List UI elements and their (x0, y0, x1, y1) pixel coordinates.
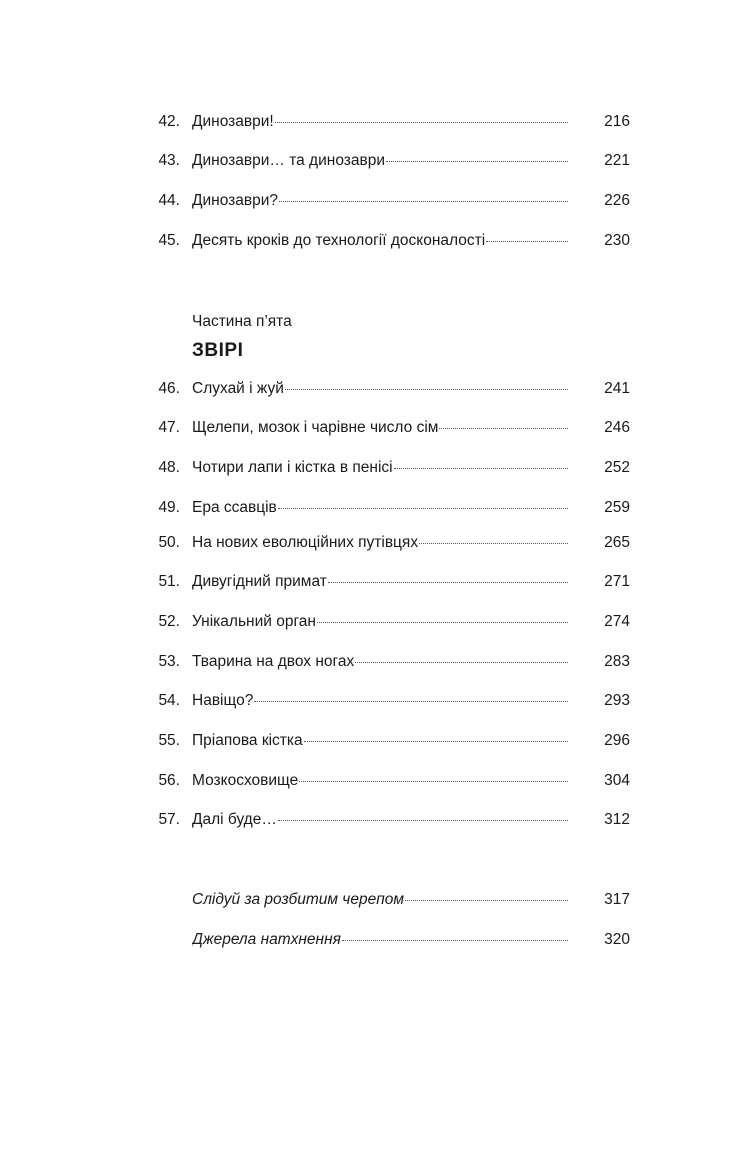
chapter-title: Динозаври… та динозаври (192, 152, 386, 169)
toc-row (150, 570, 632, 594)
toc-row (150, 650, 632, 674)
page-number: 252 (604, 459, 630, 476)
chapter-number: 50. (158, 534, 180, 551)
toc-row (150, 729, 632, 753)
toc-row (150, 808, 632, 832)
page-number: 304 (604, 772, 630, 789)
dot-leader (386, 161, 568, 162)
chapter-title: Ера ссавців (192, 499, 277, 516)
part-title: ЗВІРІ (192, 340, 244, 361)
dot-leader (342, 940, 568, 941)
dot-leader (328, 582, 568, 583)
dot-leader (486, 241, 568, 242)
page-number: 274 (604, 613, 630, 630)
toc-row (150, 416, 632, 440)
chapter-title: Пріапова кістка (192, 732, 303, 749)
chapter-title: Чотири лапи і кістка в пенісі (192, 459, 393, 476)
dot-leader (355, 662, 568, 663)
chapter-number: 48. (158, 459, 180, 476)
dot-leader (285, 389, 568, 390)
dot-leader (405, 900, 568, 901)
dot-leader (279, 201, 568, 202)
dot-leader (299, 781, 568, 782)
chapter-number: 46. (158, 380, 180, 397)
page-number: 259 (604, 499, 630, 516)
toc-row (150, 769, 632, 793)
toc-row (150, 531, 632, 555)
dot-leader (254, 701, 568, 702)
chapter-number: 44. (158, 192, 180, 209)
chapter-title: Динозаври? (192, 192, 279, 209)
chapter-title: Десять кроків до технології досконалості (192, 232, 486, 249)
chapter-number: 51. (158, 573, 180, 590)
chapter-title: Унікальний орган (192, 613, 316, 630)
page-number: 230 (604, 232, 630, 249)
chapter-title: Динозаври! (192, 113, 274, 130)
chapter-title: На нових еволюційних путівцях (192, 534, 419, 551)
page-number: 312 (604, 811, 630, 828)
page-number: 293 (604, 692, 630, 709)
part-label: Частина п’ята (192, 313, 292, 330)
page-number: 246 (604, 419, 630, 436)
dot-leader (394, 468, 568, 469)
page-number: 283 (604, 653, 630, 670)
toc-row (150, 229, 632, 253)
chapter-number: 52. (158, 613, 180, 630)
page-number: 317 (604, 891, 630, 908)
dot-leader (275, 122, 568, 123)
dot-leader (278, 508, 568, 509)
toc-row (150, 149, 632, 173)
toc-row (150, 610, 632, 634)
page-number: 221 (604, 152, 630, 169)
chapter-number: 47. (158, 419, 180, 436)
chapter-number: 45. (158, 232, 180, 249)
chapter-number: 54. (158, 692, 180, 709)
chapter-title: Слухай і жуй (192, 380, 284, 397)
page-number: 216 (604, 113, 630, 130)
chapter-title: Навіщо? (192, 692, 254, 709)
dot-leader (317, 622, 568, 623)
chapter-title: Щелепи, мозок і чарівне число сім (192, 419, 439, 436)
toc-row (150, 189, 632, 213)
chapter-number: 42. (158, 113, 180, 130)
toc-row (150, 496, 632, 520)
page-number: 265 (604, 534, 630, 551)
toc-row (150, 377, 632, 401)
chapter-number: 53. (158, 653, 180, 670)
chapter-title: Далі буде… (192, 811, 277, 828)
section-title: Джерела натхнення (192, 931, 341, 948)
section-title: Слідуй за розбитим черепом (192, 891, 404, 908)
page-number: 226 (604, 192, 630, 209)
toc-row (150, 110, 632, 134)
chapter-number: 57. (158, 811, 180, 828)
page-number: 320 (604, 931, 630, 948)
chapter-title: Мозкосховище (192, 772, 299, 789)
page-number: 296 (604, 732, 630, 749)
chapter-number: 55. (158, 732, 180, 749)
toc-row-endmatter (150, 928, 632, 952)
chapter-number: 43. (158, 152, 180, 169)
chapter-number: 56. (158, 772, 180, 789)
toc-row (150, 456, 632, 480)
page-number: 241 (604, 380, 630, 397)
toc-row (150, 689, 632, 713)
chapter-number: 49. (158, 499, 180, 516)
dot-leader (439, 428, 568, 429)
page-number: 271 (604, 573, 630, 590)
chapter-title: Тварина на двох ногах (192, 653, 355, 670)
dot-leader (419, 543, 568, 544)
toc-row-endmatter (150, 888, 632, 912)
chapter-title: Дивугідний примат (192, 573, 327, 590)
dot-leader (304, 741, 568, 742)
dot-leader (278, 820, 568, 821)
